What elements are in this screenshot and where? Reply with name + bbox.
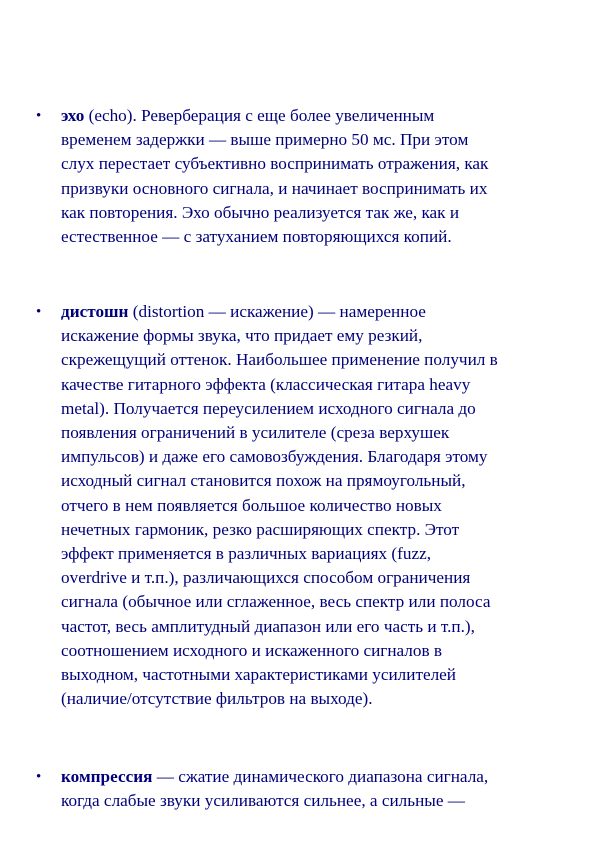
text-line	[61, 639, 561, 663]
text-run: как повторения. Эхо обычно реализуется так же, как и	[61, 202, 460, 222]
text-line	[61, 445, 561, 469]
bullet-icon: •	[36, 769, 42, 785]
text-line	[61, 104, 561, 128]
text-line	[61, 789, 561, 813]
bullet-icon: •	[36, 304, 42, 320]
text-line	[61, 397, 561, 421]
text-run: эффект применяется в различных вариациях (fuzz,	[61, 544, 431, 564]
text-line	[61, 566, 561, 590]
text-run: (наличие/отсутствие фильтров на выходе).	[61, 689, 373, 709]
text-line	[61, 225, 561, 249]
text-run: (echo). Реверберация с еще более увеличенным	[84, 106, 435, 125]
text-line	[61, 469, 561, 493]
text-run: выходном, частотными характеристиками усилителей	[61, 665, 457, 685]
text-line	[61, 373, 561, 397]
text-run: временем задержки — выше примерно 50 мс. При этом	[61, 130, 469, 150]
text-run: нечетных гармоник, резко расширяющих спектр. Этот	[61, 519, 460, 539]
text-line	[61, 518, 561, 542]
text-run: (distortion — искажение) — намеренное	[128, 302, 426, 321]
text-run: — сжатие динамического диапазона сигнала,	[152, 767, 489, 786]
text-line	[61, 663, 561, 687]
term-label: эхо	[61, 106, 85, 125]
text-run: появления ограничений в усилителе (среза верхушек	[61, 423, 450, 443]
text-line	[61, 765, 561, 789]
text-run: metal). Получается переусилением исходного сигнала до	[61, 398, 476, 418]
list-item-echo	[36, 104, 556, 249]
text-run: слух перестает субъективно воспринимать отражения, как	[61, 154, 489, 174]
text-line	[61, 542, 561, 566]
text-run: исходный сигнал становится похож на прямоугольный,	[61, 471, 466, 491]
text-run: отчего в нем появляется большое количество новых	[61, 495, 442, 515]
paragraph-distortion	[61, 300, 561, 711]
text-line	[61, 300, 561, 324]
text-line	[61, 348, 561, 372]
text-run: overdrive и т.п.), различающихся способом ограничения	[61, 568, 471, 588]
text-run: качестве гитарного эффекта (классическая гитара heavy	[61, 374, 471, 394]
term-label: компрессия	[61, 767, 153, 786]
text-line	[61, 177, 561, 201]
text-line	[61, 128, 561, 152]
list-item-distortion	[36, 300, 556, 711]
text-line	[61, 590, 561, 614]
text-run: сигнала (обычное или сглаженное, весь спектр или полоса	[61, 592, 491, 612]
text-line	[61, 615, 561, 639]
text-run: когда слабые звуки усиливаются сильнее, а сильные —	[61, 791, 465, 811]
text-line	[61, 494, 561, 518]
paragraph-compression	[61, 765, 561, 813]
bullet-icon: •	[36, 108, 42, 124]
text-run: призвуки основного сигнала, и начинает воспринимать их	[61, 178, 488, 198]
text-run: искажение формы звука, что придает ему резкий,	[61, 326, 423, 346]
text-line	[61, 201, 561, 225]
text-line	[61, 687, 561, 711]
text-run: скрежещущий оттенок. Наибольшее применение получил в	[61, 350, 498, 370]
text-line	[61, 152, 561, 176]
text-run: импульсов) и даже его самовозбуждения. Благодаря этому	[61, 447, 488, 467]
list-item-compression	[36, 765, 556, 813]
text-run: соотношением исходного и искаженного сигналов в	[61, 640, 443, 660]
text-line	[61, 324, 561, 348]
text-run: естественное — с затуханием повторяющихся копий.	[61, 227, 452, 247]
text-run: частот, весь амплитудный диапазон или его часть и т.п.),	[61, 616, 475, 636]
text-line	[61, 421, 561, 445]
term-label: дистошн	[61, 302, 129, 321]
paragraph-echo	[61, 104, 561, 249]
